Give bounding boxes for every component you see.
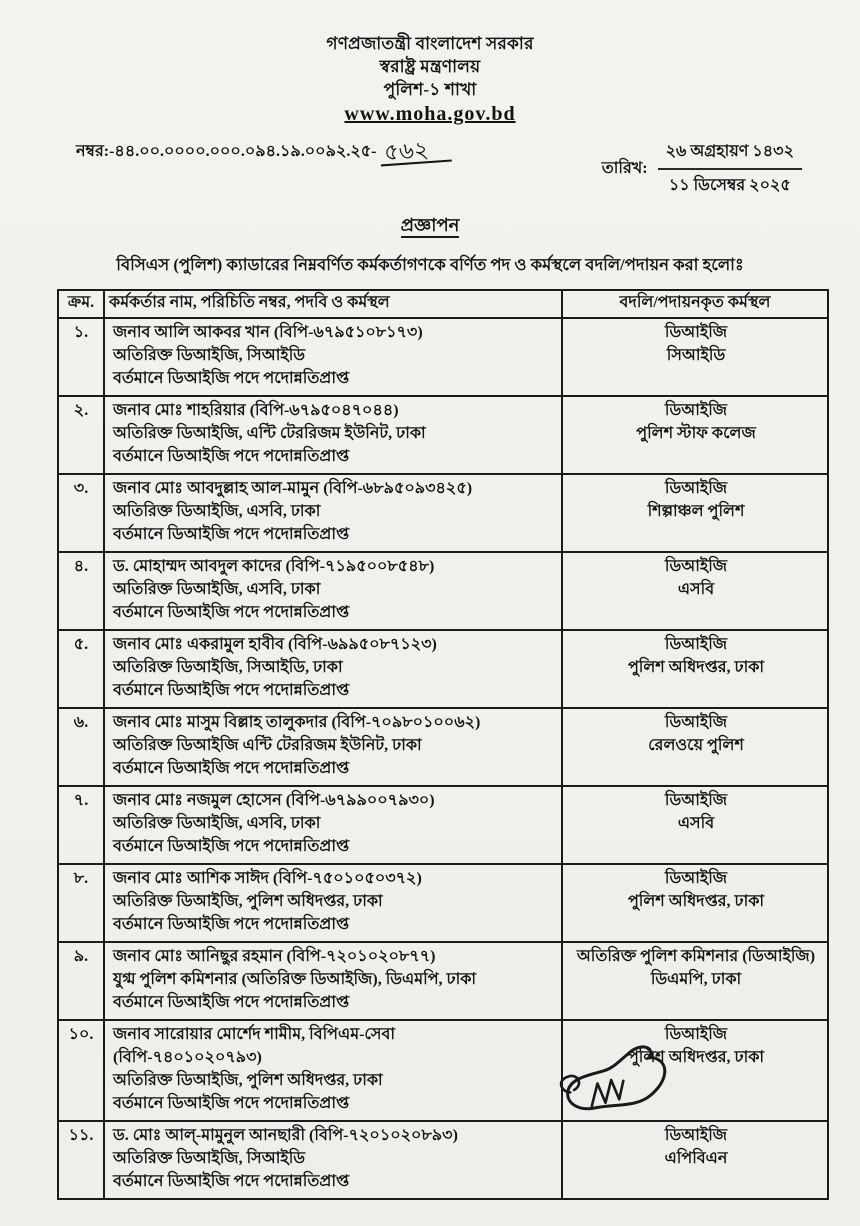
- memo-meta-row: [76, 138, 802, 199]
- officer-details-cell: [104, 552, 562, 630]
- officer-details-cell: [104, 474, 562, 552]
- serial-cell: ১.: [58, 318, 104, 396]
- memo-number-handwritten: ৫৬২: [380, 139, 452, 167]
- officer-details-cell: [104, 318, 562, 396]
- date-label: তারিখ:: [601, 160, 648, 177]
- detail-line: যুগ্ম পুলিশ কমিশনার (অতিরিক্ত ডিআইজি), ডিএমপি, ঢাকা: [113, 971, 477, 988]
- detail-line: বর্তমানে ডিআইজি পদে পদোন্নতিপ্রাপ্ত: [113, 1095, 350, 1112]
- serial-cell: ৭.: [58, 786, 104, 864]
- detail-line: জনাব মোঃ আশিক সাঈদ (বিপি-৭৫০১০৫০৩৭২): [113, 870, 422, 887]
- table-row: [58, 1020, 828, 1121]
- posting-line: ডিআইজি: [664, 402, 728, 419]
- posting-line: পুলিশ অধিদপ্তর, ঢাকা: [627, 893, 765, 910]
- officer-details-cell: [104, 396, 562, 474]
- serial-cell: ৫.: [58, 630, 104, 708]
- table-row: [58, 708, 828, 786]
- table-row: [58, 1121, 828, 1199]
- serial-cell: ৪.: [58, 552, 104, 630]
- detail-line: জনাব আলি আকবর খান (বিপি-৬৭৯৫১০৮১৭৩): [113, 324, 423, 341]
- serial-cell: ৮.: [58, 864, 104, 942]
- posting-line: পুলিশ স্টাফ কলেজ: [636, 425, 756, 442]
- detail-line: বর্তমানে ডিআইজি পদে পদোন্নতিপ্রাপ্ত: [113, 448, 350, 465]
- posting-line: ডিআইজি: [664, 792, 728, 809]
- header-serial: ক্রম.: [58, 290, 104, 318]
- serial-cell: ৬.: [58, 708, 104, 786]
- serial-cell: ১১.: [58, 1121, 104, 1199]
- detail-line: অতিরিক্ত ডিআইজি, সিআইডি, ঢাকা: [113, 659, 343, 676]
- signature-scribble: [552, 1034, 711, 1139]
- detail-line: বর্তমানে ডিআইজি পদে পদোন্নতিপ্রাপ্ত: [113, 838, 350, 855]
- table-header-row: [58, 290, 828, 318]
- table-row: [58, 474, 828, 552]
- detail-line: অতিরিক্ত ডিআইজি, সিআইডি: [113, 1150, 306, 1167]
- detail-line: অতিরিক্ত ডিআইজি, এসবি, ঢাকা: [113, 815, 321, 832]
- serial-cell: ২.: [58, 396, 104, 474]
- government-name: গণপ্রজাতন্ত্রী বাংলাদেশ সরকার: [326, 34, 534, 53]
- table-row: [58, 630, 828, 708]
- detail-line: জনাব মোঃ নজমুল হোসেন (বিপি-৬৭৯৯০০৭৯৩০): [113, 792, 435, 809]
- detail-line: অতিরিক্ত ডিআইজি এন্টি টেররিজম ইউনিট, ঢাকা: [113, 737, 422, 754]
- detail-line: বর্তমানে ডিআইজি পদে পদোন্নতিপ্রাপ্ত: [113, 1173, 350, 1190]
- memo-number-printed: নম্বর:-৪৪.০০.০০০০.০০০.০৯৪.১৯.০০৯২.২৫-: [76, 143, 377, 160]
- header-officer-details: কর্মকর্তার নাম, পরিচিতি নম্বর, পদবি ও কর্মস্থল: [104, 290, 562, 318]
- table-row: [58, 864, 828, 942]
- serial-cell: ৩.: [58, 474, 104, 552]
- posting-line: ডিএমপি, ঢাকা: [650, 971, 742, 988]
- posting-line: এসবি: [677, 581, 715, 598]
- detail-line: জনাব সারোয়ার মোর্শেদ শামীম, বিপিএম-সেবা: [113, 1026, 396, 1043]
- website-line: [0, 103, 860, 126]
- posting-line: পুলিশ অধিদপ্তর, ঢাকা: [627, 659, 765, 676]
- posting-line: ডিআইজি: [664, 1127, 728, 1144]
- table-row: [58, 786, 828, 864]
- detail-line: বর্তমানে ডিআইজি পদে পদোন্নতিপ্রাপ্ত: [113, 370, 350, 387]
- officer-details-cell: [104, 708, 562, 786]
- serial-cell: ৯.: [58, 942, 104, 1020]
- posting-line: সিআইডি: [666, 347, 726, 364]
- posting-line: ডিআইজি: [664, 870, 728, 887]
- date-stack: [658, 138, 802, 199]
- table-row: [58, 552, 828, 630]
- posting-line: শিল্পাঞ্চল পুলিশ: [647, 503, 745, 520]
- detail-line: ড. মোঃ আল্-মামুনুল আনছারী (বিপি-৭২০১০২০৮৯৩): [113, 1127, 458, 1144]
- detail-line: জনাব মোঃ শাহরিয়ার (বিপি-৬৭৯৫০৪৭০৪৪): [113, 402, 399, 419]
- detail-line: ড. মোহাম্মদ আবদুল কাদের (বিপি-৭১৯৫০০৮৫৪৮): [113, 558, 435, 575]
- detail-line: অতিরিক্ত ডিআইজি, পুলিশ অধিদপ্তর, ঢাকা: [113, 893, 383, 910]
- website-link[interactable]: www.moha.gov.bd: [344, 103, 516, 125]
- transfer-posting-table: [57, 289, 829, 1200]
- officer-details-cell: [104, 1020, 562, 1121]
- letterhead: [0, 32, 860, 101]
- table-row: [58, 396, 828, 474]
- detail-line: অতিরিক্ত ডিআইজি, পুলিশ অধিদপ্তর, ঢাকা: [113, 1072, 383, 1089]
- posting-line: পুলিশ অধিদপ্তর, ঢাকা: [627, 1049, 765, 1066]
- branch-name: পুলিশ-১ শাখা: [383, 80, 477, 99]
- posting-line: ডিআইজি: [664, 480, 728, 497]
- posting-line: ডিআইজি: [664, 714, 728, 731]
- detail-line: অতিরিক্ত ডিআইজি, এন্টি টেররিজম ইউনিট, ঢাকা: [113, 425, 426, 442]
- detail-line: বর্তমানে ডিআইজি পদে পদোন্নতিপ্রাপ্ত: [113, 916, 350, 933]
- table-body: [58, 318, 828, 1199]
- officer-details-cell: [104, 786, 562, 864]
- header-posting: বদলি/পদায়নকৃত কর্মস্থল: [562, 290, 828, 318]
- posting-line: ডিআইজি: [664, 558, 728, 575]
- document-title: প্রজ্ঞাপন: [0, 211, 860, 242]
- detail-line: অতিরিক্ত ডিআইজি, এসবি, ঢাকা: [113, 581, 321, 598]
- memo-number: [76, 138, 451, 165]
- table-header: [58, 290, 828, 318]
- posting-cell: [562, 630, 828, 708]
- posting-cell: [562, 864, 828, 942]
- date-gregorian-calendar: ১১ ডিসেম্বর ২০২৫: [668, 177, 791, 194]
- detail-line: জনাব মোঃ মাসুম বিল্লাহ তালুকদার (বিপি-৭০৯৮০১০০৬২): [113, 714, 481, 731]
- officer-details-cell: [104, 630, 562, 708]
- posting-cell: [562, 318, 828, 396]
- posting-line: এপিবিএন: [664, 1150, 728, 1167]
- detail-line: জনাব মোঃ একরামুল হাবীব (বিপি-৬৯৯৫০৮৭১২৩): [113, 636, 437, 653]
- table-row: [58, 318, 828, 396]
- posting-cell: [562, 396, 828, 474]
- detail-line: বর্তমানে ডিআইজি পদে পদোন্নতিপ্রাপ্ত: [113, 760, 350, 777]
- date-bangla-calendar: ২৬ অগ্রহায়ণ ১৪৩২: [658, 138, 802, 170]
- detail-line: অতিরিক্ত ডিআইজি, এসবি, ঢাকা: [113, 503, 321, 520]
- officer-details-cell: [104, 942, 562, 1020]
- officer-details-cell: [104, 864, 562, 942]
- table-row: [58, 942, 828, 1020]
- detail-line: বর্তমানে ডিআইজি পদে পদোন্নতিপ্রাপ্ত: [113, 526, 350, 543]
- posting-cell: [562, 786, 828, 864]
- posting-line: ডিআইজি: [664, 324, 728, 341]
- posting-line: অতিরিক্ত পুলিশ কমিশনার (ডিআইজি): [576, 948, 816, 965]
- detail-line: বর্তমানে ডিআইজি পদে পদোন্নতিপ্রাপ্ত: [113, 682, 350, 699]
- detail-line: জনাব মোঃ আনিছুর রহমান (বিপি-৭২০১০২০৮৭৭): [113, 948, 436, 965]
- posting-cell: [562, 474, 828, 552]
- posting-cell: [562, 708, 828, 786]
- officer-details-cell: [104, 1121, 562, 1199]
- detail-line: অতিরিক্ত ডিআইজি, সিআইডি: [113, 347, 306, 364]
- serial-cell: ১০.: [58, 1020, 104, 1121]
- posting-line: এসবি: [677, 815, 715, 832]
- memo-date: [602, 138, 802, 199]
- posting-line: ডিআইজি: [664, 636, 728, 653]
- posting-cell: [562, 552, 828, 630]
- detail-line: জনাব মোঃ আবদুল্লাহ আল-মামুন (বিপি-৬৮৯৫০৯৩৪২৫): [113, 480, 473, 497]
- posting-line: রেলওয়ে পুলিশ: [648, 737, 744, 754]
- posting-cell: [562, 942, 828, 1020]
- detail-line: (বিপি-৭৪০১০২০৭৯৩): [113, 1049, 262, 1066]
- ministry-name: স্বরাষ্ট্র মন্ত্রণালয়: [379, 57, 481, 76]
- posting-line: ডিআইজি: [664, 1026, 728, 1043]
- document-subtitle: বিসিএস (পুলিশ) ক্যাডারের নিম্নবর্ণিত কর্মকর্তাগণকে বর্ণিত পদ ও কর্মস্থলে বদলি/পদায়ন করা হলোঃ: [116, 255, 744, 274]
- detail-line: বর্তমানে ডিআইজি পদে পদোন্নতিপ্রাপ্ত: [113, 604, 350, 621]
- detail-line: বর্তমানে ডিআইজি পদে পদোন্নতিপ্রাপ্ত: [113, 994, 350, 1011]
